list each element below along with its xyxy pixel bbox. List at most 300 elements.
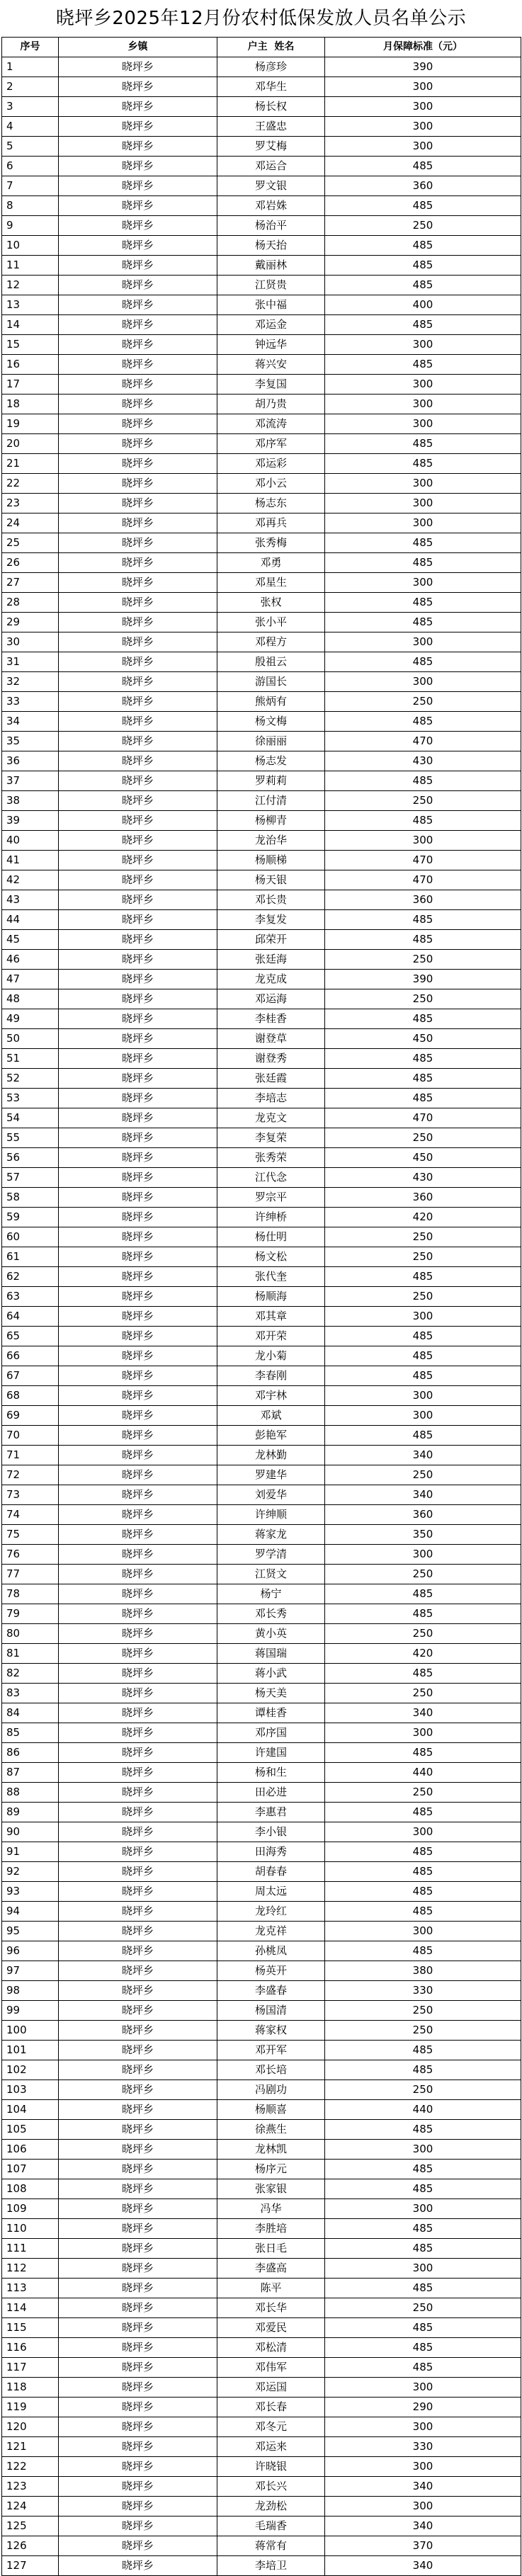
cell-town: 晓坪乡 <box>59 1644 217 1664</box>
cell-town: 晓坪乡 <box>59 77 217 97</box>
cell-town: 晓坪乡 <box>59 2437 217 2457</box>
cell-town: 晓坪乡 <box>59 989 217 1009</box>
cell-name: 李复国 <box>217 375 325 395</box>
table-row <box>2 77 521 97</box>
table-row <box>2 2556 521 2576</box>
cell-seq: 125 <box>2 2517 59 2536</box>
table-row <box>2 335 521 355</box>
cell-town: 晓坪乡 <box>59 1842 217 1862</box>
cell-amount: 485 <box>325 1743 521 1763</box>
table-row <box>2 2417 521 2437</box>
cell-name: 邓运海 <box>217 989 325 1009</box>
cell-name: 刘爱华 <box>217 1485 325 1505</box>
cell-seq: 96 <box>2 1941 59 1961</box>
table-row <box>2 1307 521 1327</box>
cell-amount: 440 <box>325 1763 521 1783</box>
table-row <box>2 1624 521 1644</box>
cell-amount: 485 <box>325 1842 521 1862</box>
cell-name: 邓序军 <box>217 434 325 454</box>
cell-amount: 485 <box>325 2179 521 2199</box>
cell-amount: 300 <box>325 474 521 494</box>
table-row <box>2 1941 521 1961</box>
cell-seq: 13 <box>2 295 59 315</box>
cell-town: 晓坪乡 <box>59 2358 217 2378</box>
cell-amount: 300 <box>325 672 521 692</box>
cell-amount: 400 <box>325 295 521 315</box>
cell-seq: 10 <box>2 236 59 256</box>
table-row <box>2 2140 521 2160</box>
cell-seq: 123 <box>2 2477 59 2497</box>
cell-amount: 250 <box>325 216 521 236</box>
cell-amount: 485 <box>325 712 521 732</box>
cell-amount: 485 <box>325 2219 521 2239</box>
cell-amount: 485 <box>325 1069 521 1089</box>
cell-seq: 79 <box>2 1604 59 1624</box>
cell-town: 晓坪乡 <box>59 1485 217 1505</box>
cell-town: 晓坪乡 <box>59 1941 217 1961</box>
cell-town: 晓坪乡 <box>59 514 217 533</box>
cell-name: 李盛春 <box>217 1981 325 2001</box>
cell-amount: 485 <box>325 236 521 256</box>
cell-name: 张代奎 <box>217 1267 325 1287</box>
cell-town: 晓坪乡 <box>59 395 217 414</box>
cell-amount: 360 <box>325 1505 521 1525</box>
table-row <box>2 1565 521 1584</box>
cell-amount: 340 <box>325 1485 521 1505</box>
cell-amount: 250 <box>325 791 521 811</box>
cell-town: 晓坪乡 <box>59 2060 217 2080</box>
cell-town: 晓坪乡 <box>59 2179 217 2199</box>
cell-amount: 300 <box>325 414 521 434</box>
cell-name: 杨序元 <box>217 2160 325 2179</box>
table-row <box>2 593 521 613</box>
cell-town: 晓坪乡 <box>59 2517 217 2536</box>
cell-town: 晓坪乡 <box>59 1307 217 1327</box>
cell-seq: 27 <box>2 573 59 593</box>
cell-seq: 31 <box>2 652 59 672</box>
cell-name: 邓运金 <box>217 315 325 335</box>
cell-town: 晓坪乡 <box>59 2318 217 2338</box>
cell-seq: 19 <box>2 414 59 434</box>
cell-amount: 485 <box>325 196 521 216</box>
table-row <box>2 216 521 236</box>
header-amount: 月保障标准（元） <box>325 38 521 57</box>
cell-town: 晓坪乡 <box>59 1545 217 1565</box>
cell-seq: 103 <box>2 2080 59 2100</box>
cell-seq: 73 <box>2 1485 59 1505</box>
cell-amount: 485 <box>325 910 521 930</box>
cell-town: 晓坪乡 <box>59 256 217 276</box>
cell-town: 晓坪乡 <box>59 1426 217 1446</box>
cell-town: 晓坪乡 <box>59 276 217 295</box>
cell-name: 戴丽林 <box>217 256 325 276</box>
cell-town: 晓坪乡 <box>59 1327 217 1346</box>
cell-seq: 43 <box>2 890 59 910</box>
cell-name: 蒋小武 <box>217 1664 325 1684</box>
cell-town: 晓坪乡 <box>59 811 217 831</box>
cell-town: 晓坪乡 <box>59 1287 217 1307</box>
cell-seq: 49 <box>2 1009 59 1029</box>
table-row <box>2 514 521 533</box>
cell-seq: 45 <box>2 930 59 950</box>
cell-name: 罗文银 <box>217 176 325 196</box>
cell-name: 杨志东 <box>217 494 325 514</box>
cell-amount: 485 <box>325 1049 521 1069</box>
cell-amount: 485 <box>325 1862 521 1882</box>
cell-name: 蒋兴安 <box>217 355 325 375</box>
cell-seq: 106 <box>2 2140 59 2160</box>
cell-town: 晓坪乡 <box>59 1743 217 1763</box>
table-row <box>2 1902 521 1922</box>
cell-amount: 485 <box>325 1664 521 1684</box>
cell-amount: 485 <box>325 811 521 831</box>
cell-seq: 99 <box>2 2001 59 2021</box>
cell-name: 谭桂香 <box>217 1703 325 1723</box>
cell-seq: 75 <box>2 1525 59 1545</box>
table-row <box>2 1287 521 1307</box>
cell-seq: 77 <box>2 1565 59 1584</box>
table-row <box>2 157 521 176</box>
cell-amount: 485 <box>325 2358 521 2378</box>
cell-name: 周太远 <box>217 1882 325 1902</box>
cell-town: 晓坪乡 <box>59 533 217 553</box>
cell-seq: 60 <box>2 1227 59 1247</box>
table-row <box>2 414 521 434</box>
cell-amount: 485 <box>325 771 521 791</box>
cell-seq: 35 <box>2 732 59 751</box>
cell-seq: 90 <box>2 1822 59 1842</box>
cell-amount: 250 <box>325 1465 521 1485</box>
table-row <box>2 57 521 77</box>
table-row <box>2 2160 521 2179</box>
cell-amount: 330 <box>325 1981 521 2001</box>
cell-name: 张中福 <box>217 295 325 315</box>
cell-amount: 300 <box>325 395 521 414</box>
table-row <box>2 1188 521 1208</box>
cell-town: 晓坪乡 <box>59 870 217 890</box>
cell-amount: 485 <box>325 1346 521 1366</box>
cell-town: 晓坪乡 <box>59 434 217 454</box>
cell-seq: 100 <box>2 2021 59 2041</box>
cell-name: 杨顺梯 <box>217 851 325 870</box>
table-row <box>2 1247 521 1267</box>
table-row <box>2 2041 521 2060</box>
table-row <box>2 950 521 970</box>
cell-name: 孙桃凤 <box>217 1941 325 1961</box>
table-row <box>2 1723 521 1743</box>
cell-town: 晓坪乡 <box>59 970 217 989</box>
cell-amount: 440 <box>325 2100 521 2120</box>
cell-name: 游国长 <box>217 672 325 692</box>
cell-name: 张权 <box>217 593 325 613</box>
cell-name: 邓运合 <box>217 157 325 176</box>
cell-name: 杨彦珍 <box>217 57 325 77</box>
cell-seq: 126 <box>2 2536 59 2556</box>
table-row <box>2 1545 521 1565</box>
table-row <box>2 771 521 791</box>
cell-town: 晓坪乡 <box>59 2259 217 2279</box>
cell-name: 邓松清 <box>217 2338 325 2358</box>
page-title: 晓坪乡2025年12月份农村低保发放人员名单公示 <box>55 8 467 29</box>
cell-town: 晓坪乡 <box>59 1267 217 1287</box>
cell-town: 晓坪乡 <box>59 1902 217 1922</box>
cell-seq: 61 <box>2 1247 59 1267</box>
table-row <box>2 2318 521 2338</box>
table-row <box>2 1009 521 1029</box>
cell-amount: 430 <box>325 1168 521 1188</box>
table-row <box>2 2219 521 2239</box>
table-row <box>2 1961 521 1981</box>
cell-seq: 21 <box>2 454 59 474</box>
cell-town: 晓坪乡 <box>59 2219 217 2239</box>
cell-town: 晓坪乡 <box>59 1386 217 1406</box>
cell-seq: 14 <box>2 315 59 335</box>
cell-amount: 300 <box>325 375 521 395</box>
cell-seq: 36 <box>2 751 59 771</box>
cell-amount: 300 <box>325 2140 521 2160</box>
table-row <box>2 2298 521 2318</box>
cell-seq: 120 <box>2 2417 59 2437</box>
cell-town: 晓坪乡 <box>59 672 217 692</box>
cell-name: 邓勇 <box>217 553 325 573</box>
cell-seq: 109 <box>2 2199 59 2219</box>
cell-amount: 485 <box>325 1327 521 1346</box>
cell-amount: 250 <box>325 2080 521 2100</box>
cell-town: 晓坪乡 <box>59 831 217 851</box>
cell-name: 杨文松 <box>217 1247 325 1267</box>
table-row <box>2 1089 521 1108</box>
cell-amount: 300 <box>325 632 521 652</box>
cell-amount: 300 <box>325 97 521 117</box>
cell-amount: 300 <box>325 1386 521 1406</box>
header-seq: 序号 <box>2 38 59 57</box>
cell-amount: 485 <box>325 593 521 613</box>
cell-town: 晓坪乡 <box>59 1922 217 1941</box>
cell-town: 晓坪乡 <box>59 632 217 652</box>
cell-town: 晓坪乡 <box>59 890 217 910</box>
cell-amount: 430 <box>325 751 521 771</box>
cell-seq: 124 <box>2 2497 59 2517</box>
cell-town: 晓坪乡 <box>59 1029 217 1049</box>
table-row <box>2 1327 521 1346</box>
cell-amount: 485 <box>325 1267 521 1287</box>
cell-amount: 300 <box>325 2378 521 2398</box>
table-row <box>2 692 521 712</box>
cell-seq: 9 <box>2 216 59 236</box>
table-row <box>2 2457 521 2477</box>
cell-name: 徐丽丽 <box>217 732 325 751</box>
cell-name: 熊炳有 <box>217 692 325 712</box>
cell-name: 杨柳青 <box>217 811 325 831</box>
cell-seq: 66 <box>2 1346 59 1366</box>
table-row <box>2 97 521 117</box>
table-row <box>2 890 521 910</box>
table-row <box>2 652 521 672</box>
cell-name: 李培卫 <box>217 2556 325 2576</box>
cell-town: 晓坪乡 <box>59 851 217 870</box>
cell-name: 邓长春 <box>217 2398 325 2417</box>
table-row <box>2 1485 521 1505</box>
table-row <box>2 1108 521 1128</box>
cell-name: 田海秀 <box>217 1842 325 1862</box>
cell-name: 许绅顺 <box>217 1505 325 1525</box>
cell-town: 晓坪乡 <box>59 2477 217 2497</box>
table-row <box>2 315 521 335</box>
table-row <box>2 434 521 454</box>
cell-town: 晓坪乡 <box>59 771 217 791</box>
table-row <box>2 1168 521 1188</box>
cell-amount: 485 <box>325 2041 521 2060</box>
cell-seq: 15 <box>2 335 59 355</box>
cell-seq: 112 <box>2 2259 59 2279</box>
cell-town: 晓坪乡 <box>59 950 217 970</box>
cell-seq: 86 <box>2 1743 59 1763</box>
cell-name: 罗学清 <box>217 1545 325 1565</box>
cell-name: 许建国 <box>217 1743 325 1763</box>
cell-amount: 300 <box>325 494 521 514</box>
cell-amount: 485 <box>325 2120 521 2140</box>
cell-seq: 72 <box>2 1465 59 1485</box>
table-row <box>2 1584 521 1604</box>
cell-town: 晓坪乡 <box>59 216 217 236</box>
cell-town: 晓坪乡 <box>59 2378 217 2398</box>
cell-amount: 340 <box>325 2556 521 2576</box>
cell-amount: 330 <box>325 2437 521 2457</box>
table-row <box>2 1049 521 1069</box>
cell-name: 邓运来 <box>217 2437 325 2457</box>
cell-town: 晓坪乡 <box>59 1822 217 1842</box>
header-town: 乡镇 <box>59 38 217 57</box>
cell-seq: 92 <box>2 1862 59 1882</box>
cell-town: 晓坪乡 <box>59 454 217 474</box>
cell-town: 晓坪乡 <box>59 295 217 315</box>
cell-amount: 485 <box>325 1426 521 1446</box>
cell-town: 晓坪乡 <box>59 2021 217 2041</box>
table-row <box>2 1208 521 1227</box>
cell-town: 晓坪乡 <box>59 2140 217 2160</box>
cell-name: 谢登秀 <box>217 1049 325 1069</box>
cell-amount: 250 <box>325 1624 521 1644</box>
cell-amount: 485 <box>325 652 521 672</box>
cell-name: 罗艾梅 <box>217 137 325 157</box>
cell-amount: 485 <box>325 1089 521 1108</box>
cell-town: 晓坪乡 <box>59 1465 217 1485</box>
cell-amount: 300 <box>325 1822 521 1842</box>
cell-amount: 300 <box>325 2199 521 2219</box>
cell-amount: 300 <box>325 2497 521 2517</box>
cell-town: 晓坪乡 <box>59 57 217 77</box>
cell-name: 张廷海 <box>217 950 325 970</box>
cell-amount: 485 <box>325 2160 521 2179</box>
cell-town: 晓坪乡 <box>59 2080 217 2100</box>
cell-name: 钟远华 <box>217 335 325 355</box>
table-row <box>2 117 521 137</box>
cell-seq: 24 <box>2 514 59 533</box>
cell-town: 晓坪乡 <box>59 375 217 395</box>
cell-town: 晓坪乡 <box>59 2120 217 2140</box>
cell-amount: 250 <box>325 2001 521 2021</box>
cell-seq: 50 <box>2 1029 59 1049</box>
table-row <box>2 375 521 395</box>
cell-seq: 34 <box>2 712 59 732</box>
cell-amount: 485 <box>325 613 521 632</box>
table-row <box>2 2358 521 2378</box>
table-row <box>2 2060 521 2080</box>
table-row <box>2 355 521 375</box>
cell-seq: 28 <box>2 593 59 613</box>
cell-seq: 81 <box>2 1644 59 1664</box>
table-row <box>2 1227 521 1247</box>
cell-amount: 485 <box>325 1604 521 1624</box>
cell-seq: 58 <box>2 1188 59 1208</box>
cell-seq: 104 <box>2 2100 59 2120</box>
table-row <box>2 2100 521 2120</box>
cell-name: 蒋家权 <box>217 2021 325 2041</box>
cell-town: 晓坪乡 <box>59 494 217 514</box>
cell-name: 邓开荣 <box>217 1327 325 1346</box>
cell-seq: 62 <box>2 1267 59 1287</box>
cell-town: 晓坪乡 <box>59 573 217 593</box>
cell-amount: 250 <box>325 1247 521 1267</box>
cell-amount: 300 <box>325 2457 521 2477</box>
cell-amount: 485 <box>325 2318 521 2338</box>
table-row <box>2 2021 521 2041</box>
cell-seq: 3 <box>2 97 59 117</box>
cell-seq: 59 <box>2 1208 59 1227</box>
table-row <box>2 1426 521 1446</box>
cell-amount: 390 <box>325 57 521 77</box>
cell-amount: 300 <box>325 831 521 851</box>
cell-seq: 47 <box>2 970 59 989</box>
cell-town: 晓坪乡 <box>59 751 217 771</box>
cell-name: 张秀荣 <box>217 1148 325 1168</box>
cell-amount: 485 <box>325 1584 521 1604</box>
cell-seq: 108 <box>2 2179 59 2199</box>
cell-seq: 85 <box>2 1723 59 1743</box>
cell-town: 晓坪乡 <box>59 1505 217 1525</box>
cell-seq: 80 <box>2 1624 59 1644</box>
table-row <box>2 811 521 831</box>
cell-name: 蒋国瑞 <box>217 1644 325 1664</box>
cell-town: 晓坪乡 <box>59 1763 217 1783</box>
table-row <box>2 196 521 216</box>
cell-amount: 250 <box>325 692 521 712</box>
cell-amount: 420 <box>325 1208 521 1227</box>
cell-town: 晓坪乡 <box>59 97 217 117</box>
cell-seq: 95 <box>2 1922 59 1941</box>
cell-town: 晓坪乡 <box>59 712 217 732</box>
cell-amount: 360 <box>325 176 521 196</box>
table-row <box>2 1346 521 1366</box>
table-row <box>2 851 521 870</box>
table-row <box>2 1981 521 2001</box>
cell-name: 陈平 <box>217 2279 325 2298</box>
cell-town: 晓坪乡 <box>59 176 217 196</box>
cell-amount: 250 <box>325 2298 521 2318</box>
cell-town: 晓坪乡 <box>59 1604 217 1624</box>
cell-seq: 18 <box>2 395 59 414</box>
table-header-row <box>2 38 521 57</box>
cell-name: 李桂香 <box>217 1009 325 1029</box>
cell-amount: 250 <box>325 1565 521 1584</box>
table-row <box>2 276 521 295</box>
cell-amount: 485 <box>325 434 521 454</box>
cell-seq: 83 <box>2 1684 59 1703</box>
cell-town: 晓坪乡 <box>59 1366 217 1386</box>
cell-name: 江付清 <box>217 791 325 811</box>
cell-name: 龙小菊 <box>217 1346 325 1366</box>
cell-town: 晓坪乡 <box>59 1961 217 1981</box>
